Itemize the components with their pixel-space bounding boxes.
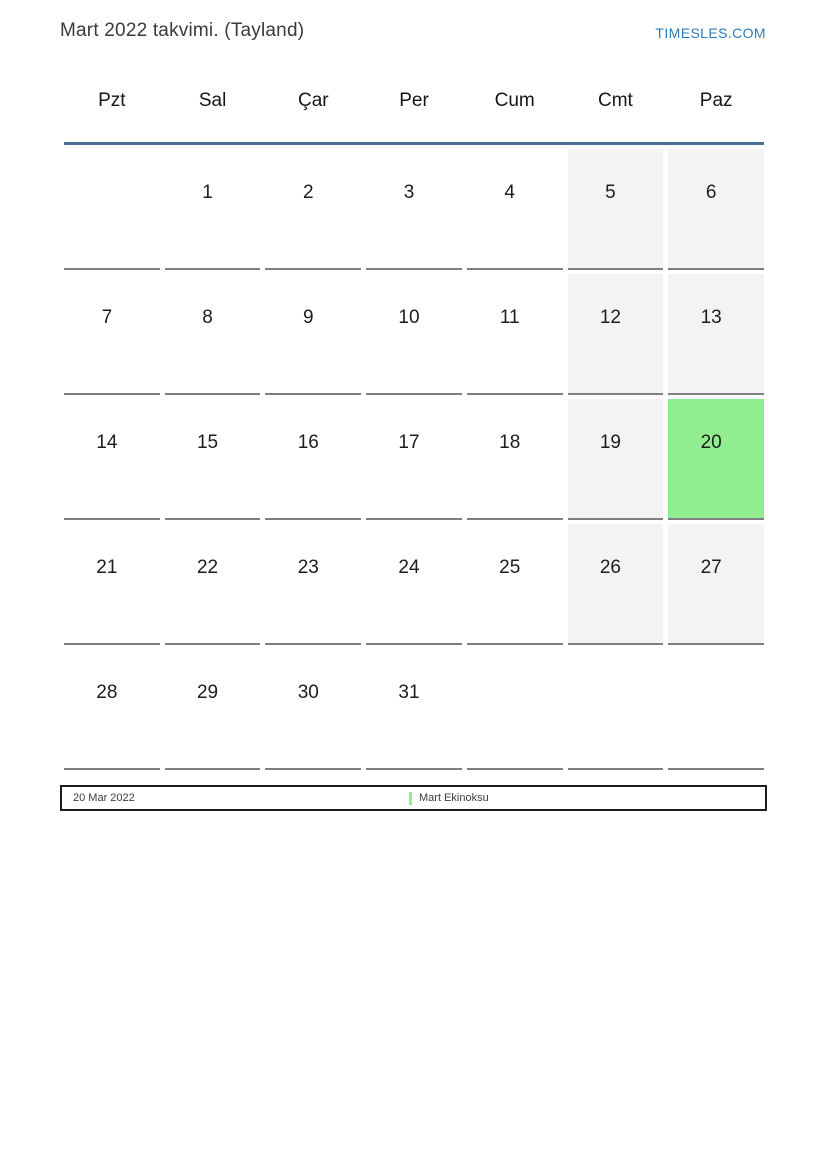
day-number: 11 — [499, 307, 520, 328]
day-cell-7 — [64, 274, 160, 395]
day-number: 25 — [499, 557, 521, 578]
day-number: 29 — [196, 682, 219, 703]
day-number: 9 — [302, 307, 314, 328]
day-cell-30 — [265, 649, 361, 770]
day-cell-16 — [265, 399, 361, 520]
day-number: 28 — [96, 682, 118, 703]
day-number: 15 — [196, 432, 219, 453]
day-number: 1 — [202, 182, 213, 203]
day-number: 19 — [599, 432, 621, 453]
day-cell-14 — [64, 399, 160, 520]
day-cell-1 — [165, 149, 261, 270]
day-number: 3 — [403, 182, 415, 203]
day-cell-3 — [366, 149, 462, 270]
day-cell-4 — [467, 149, 563, 270]
day-cell-empty — [668, 649, 764, 770]
day-header-cum: Cum — [494, 90, 535, 111]
day-number: 27 — [700, 557, 722, 578]
day-number: 4 — [504, 182, 515, 203]
day-header-sal: Sal — [198, 90, 227, 111]
day-cell-27 — [668, 524, 764, 645]
calendar — [64, 88, 764, 770]
day-cell-26 — [568, 524, 664, 645]
day-number: 2 — [302, 182, 314, 203]
day-cell-15 — [165, 399, 261, 520]
day-cell-12 — [568, 274, 664, 395]
day-cell-20 — [668, 399, 764, 520]
day-number: 14 — [96, 432, 118, 453]
day-cell-25 — [467, 524, 563, 645]
day-cell-19 — [568, 399, 664, 520]
calendar-grid — [64, 149, 764, 770]
day-number: 5 — [605, 182, 616, 203]
page-title: Mart 2022 takvimi. (Tayland) — [60, 20, 305, 41]
day-number: 6 — [705, 182, 717, 203]
day-header-cmt: Cmt — [598, 90, 633, 111]
day-header-per: Per — [399, 90, 429, 111]
day-number: 31 — [398, 682, 420, 703]
day-cell-empty — [467, 649, 563, 770]
day-number: 13 — [700, 307, 722, 328]
day-cell-11 — [467, 274, 563, 395]
day-cell-28 — [64, 649, 160, 770]
day-number: 22 — [196, 557, 219, 578]
day-cell-13 — [668, 274, 764, 395]
equinox-marker-icon — [409, 792, 412, 805]
day-number: 8 — [202, 307, 213, 328]
footer-bar — [60, 785, 767, 811]
day-cell-9 — [265, 274, 361, 395]
day-cell-2 — [265, 149, 361, 270]
day-number: 26 — [599, 557, 621, 578]
day-cell-6 — [668, 149, 764, 270]
day-number: 17 — [398, 432, 420, 453]
day-cell-22 — [165, 524, 261, 645]
day-cell-29 — [165, 649, 261, 770]
day-number: 23 — [297, 557, 319, 578]
day-cell-8 — [165, 274, 261, 395]
day-header-paz: Paz — [699, 90, 733, 111]
day-number: 18 — [499, 432, 521, 453]
day-cell-17 — [366, 399, 462, 520]
day-number: 24 — [398, 557, 420, 578]
day-cell-23 — [265, 524, 361, 645]
legend-label: Mart Ekinoksu — [419, 792, 489, 804]
day-cell-24 — [366, 524, 462, 645]
day-number: 30 — [297, 682, 319, 703]
day-header-çar: Çar — [297, 90, 329, 111]
day-number: 10 — [398, 307, 420, 328]
day-number: 16 — [297, 432, 319, 453]
day-cell-empty — [64, 149, 160, 270]
day-header-pzt: Pzt — [98, 90, 126, 111]
day-number: 12 — [599, 307, 621, 328]
site-link[interactable]: TIMESLES.COM — [655, 25, 766, 41]
footer-date: 20 Mar 2022 — [73, 792, 135, 804]
day-number: 20 — [700, 432, 722, 453]
day-cell-31 — [366, 649, 462, 770]
day-number: 7 — [101, 307, 113, 328]
legend-entry — [409, 787, 489, 809]
day-number: 21 — [96, 557, 118, 578]
day-cell-5 — [568, 149, 664, 270]
day-cell-21 — [64, 524, 160, 645]
day-cell-10 — [366, 274, 462, 395]
day-cell-18 — [467, 399, 563, 520]
day-header-row — [64, 88, 764, 145]
day-cell-empty — [568, 649, 664, 770]
